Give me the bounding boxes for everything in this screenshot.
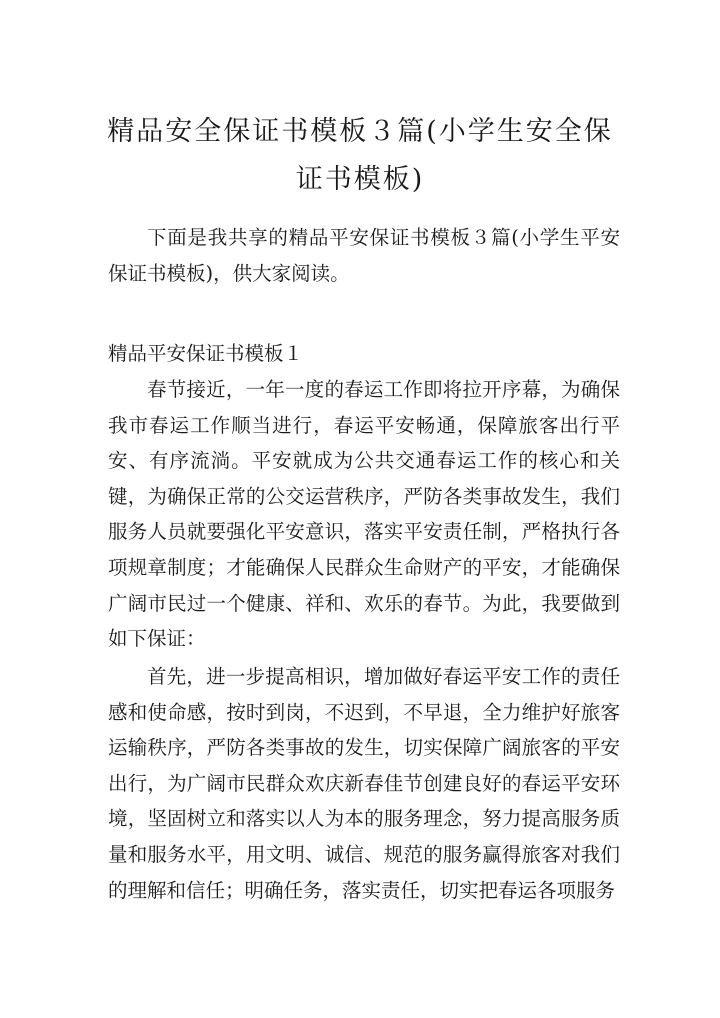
body-paragraph: 春节接近，一年一度的春运工作即将拉开序幕，为确保我市春运工作顺当进行，春运平安畅通，保障旅客出行平安、有序流淌。平安就成为公共交通春运工作的核心和关键，为确保正常的公交运营秩序，严防各类事故发生，我们服务人员就要强化平安意识，落实平安责任制，严格执行各项规章制度；才能确保人民群众生命财产的平安，才能确保广阔市民过一个健康、祥和、欢乐的春节。为此，我要做到如下保证： (108, 378, 620, 651)
body-paragraph: 首先，进一步提高相识，增加做好春运平安工作的责任感和使命感，按时到岗，不迟到，不早退，全力维护好旅客运输秩序，严防各类事故的发生，切实保障广阔旅客的平安出行，为广阔市民群众欢庆新春佳节创建良好的春运平安环境，坚固树立和落实以人为本的服务理念，努力提高服务质量和服务水平，用文明、诚信、规范的服务赢得旅客对我们的理解和信任；明确任务，落实责任，切实把春运各项服务 (108, 665, 620, 902)
intro-paragraph: 下面是我共享的精品平安保证书模板３篇(小学生平安保证书模板)，供大家阅读。 (108, 226, 620, 285)
section-heading: 精品平安保证书模板１ (108, 342, 304, 365)
document-title: 精品安全保证书模板３篇(小学生安全保证书模板) (107, 116, 613, 195)
